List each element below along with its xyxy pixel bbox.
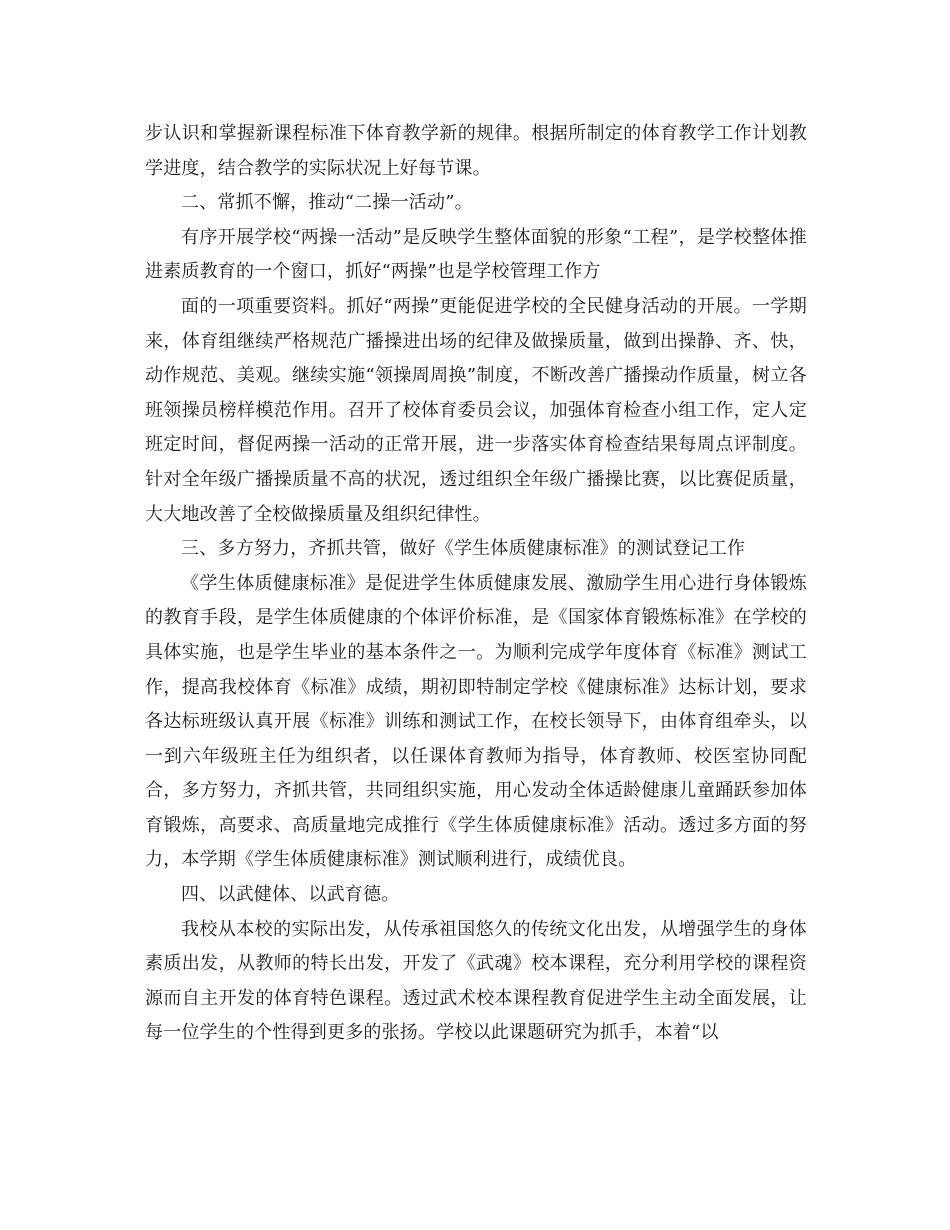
document-page <box>145 117 807 1051</box>
section-heading-3: 三、多方努力，齐抓共管，做好《学生体质健康标准》的测试登记工作 <box>181 538 746 560</box>
section-heading-4: 四、以武健体、以武育德。 <box>181 884 400 906</box>
paragraph-3: 有序开展学校“两操一活动”是反映学生整体面貌的形象“工程”，是学校整体推进素质教育的一个窗口，抓好“两操”也是学校管理工作方 <box>145 226 807 283</box>
paragraph-4: 面的一项重要资料。抓好“两操”更能促进学校的全民健身活动的开展。一学期来，体育组继续严格规范广播操进出场的纪律及做操质量，做到出操静、齐、快，动作规范、美观。继续实施“领操周周换”制度，不断改善广播操动作质量，树立各班领操员榜样模范作用。召开了校体育委员会议，加强体育检查小组工作，定人定班定时间，督促两操一活动的正常开展，进一步落实体育检查结果每周点评制度。针对全年级广播操质量不高的状况，透过组织全年级广播操比赛，以比赛促质量，大大地改善了全校做操质量及组织纪律性。 <box>145 295 807 525</box>
paragraph-8: 我校从本校的实际出发，从传承祖国悠久的传统文化出发，从增强学生的身体素质出发，从教师的特长出发，开发了《武魂》校本课程，充分利用学校的课程资源而自主开发的体育特色课程。透过武术校本课程教育促进学生主动全面发展，让每一位学生的个性得到更多的张扬。学校以此课题研究为抓手，本着“以 <box>145 918 807 1044</box>
paragraph-6: 《学生体质健康标准》是促进学生体质健康发展、激励学生用心进行身体锻炼的教育手段，是学生体质健康的个体评价标准，是《国家体育锻炼标准》在学校的具体实施，也是学生毕业的基本条件之一。为顺利完成学年度体育《标准》测试工作，提高我校体育《标准》成绩，期初即特制定学校《健康标准》达标计划，要求各达标班级认真开展《标准》训练和测试工作，在校长领导下，由体育组牵头，以一到六年级班主任为组织者，以任课体育教师为指导，体育教师、校医室协同配合，多方努力，齐抓共管，共同组织实施，用心发动全体适龄健康儿童踊跃参加体育锻炼，高要求、高质量地完成推行《学生体质健康标准》活动。透过多方面的努力，本学期《学生体质健康标准》测试顺利进行，成绩优良。 <box>145 572 807 871</box>
section-heading-2: 二、常抓不懈，推动“二操一活动”。 <box>181 192 473 214</box>
paragraph-1: 步认识和掌握新课程标准下体育教学新的规律。根据所制定的体育教学工作计划教学进度，结合教学的实际状况上好每节课。 <box>145 123 807 179</box>
